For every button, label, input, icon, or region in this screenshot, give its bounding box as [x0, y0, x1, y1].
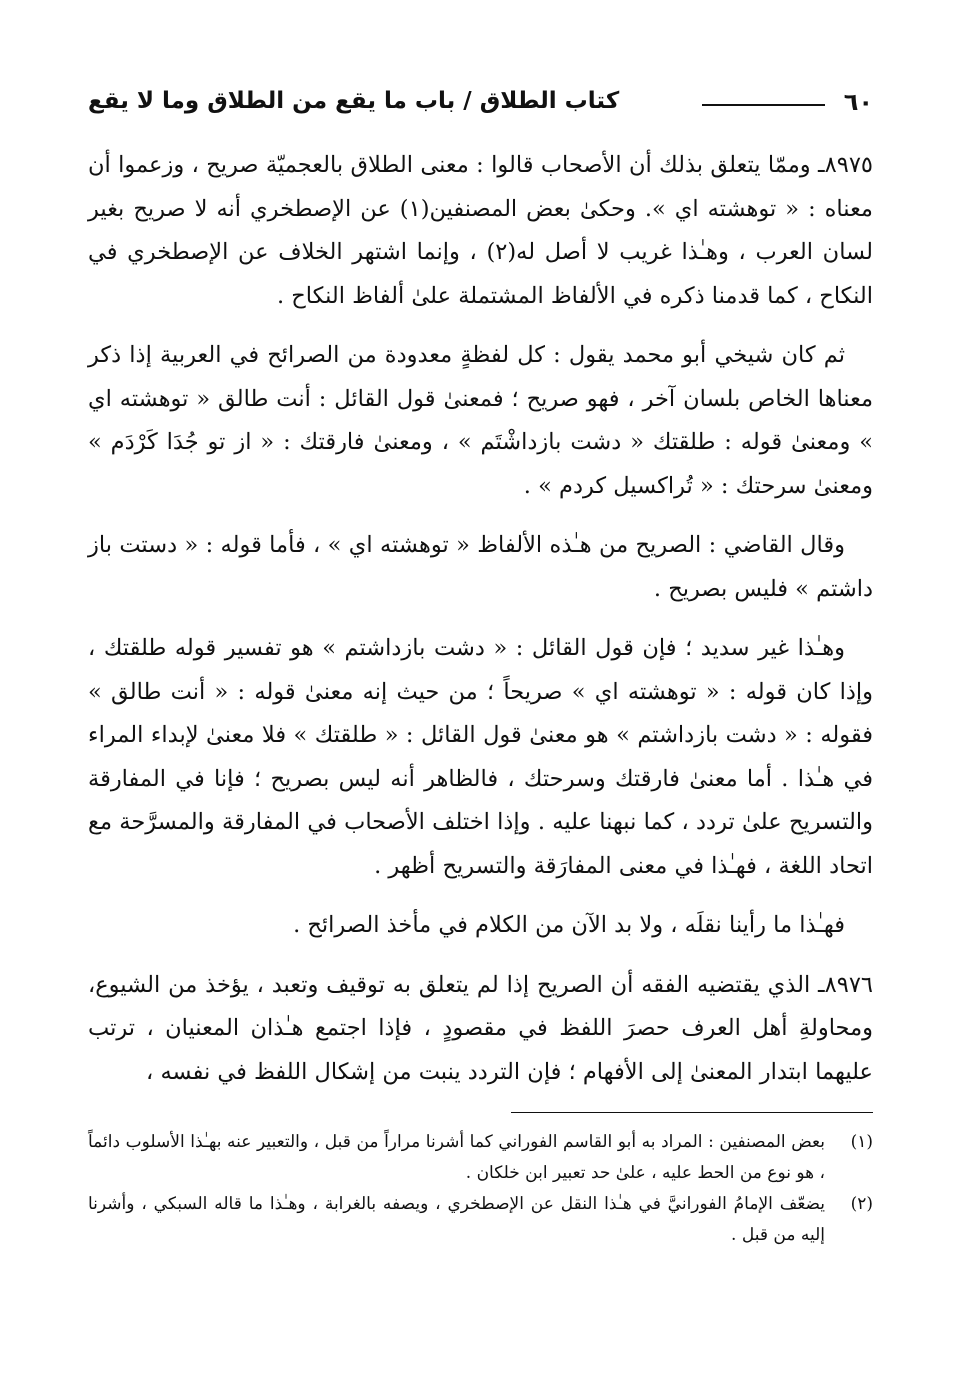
page-header [88, 84, 873, 124]
footnote-rule [511, 1112, 873, 1113]
footnote-number: (٢) [850, 1194, 873, 1214]
header-rule [702, 104, 825, 106]
footnote-text: بعض المصنفين : المراد به أبو القاسم الفوراني كما أشرنا مراراً من قبل ، والتعبير عنه بهـٰذا الأسلوب دائماً ، هو نوع من الحط عليه ، علىٰ حد تعبير ابن خلكان . [88, 1132, 825, 1183]
footnote-2 [88, 1189, 873, 1251]
book-page [88, 84, 873, 1251]
page-number: ٦٠ [843, 88, 873, 116]
paragraph-8976: ٨٩٧٦ـ الذي يقتضيه الفقه أن الصريح إذا لم يتعلق به توقيف وتعبد ، يؤخذ من الشيوع، ومحاولةِ أهل العرف حصرَ اللفظ في مقصودٍ ، فإذا اجتمع هـٰذان المعنيان ، ترتب عليهما ابتدار المعنىٰ إلى الأفهام ؛ فإن التردد ينبت من إشكال اللفظ في نفسه ، [88, 971, 873, 1085]
paragraph-8975: ٨٩٧٥ـ وممّا يتعلق بذلك أن الأصحاب قالوا : معنى الطلاق بالعجميّة صريح ، وزعموا أن معناه : « توهشته اي ». وحكىٰ بعض المصنفين(١) عن الإصطخري أنه لا صريح بغير لسان العرب ، وهـٰذا غريب لا أصل له(٢) ، وإنما اشتهر الخلاف عن الإصطخري في النكاح ، كما قدمنا ذكره في الألفاظ المشتملة علىٰ ألفاظ النكاح . [88, 152, 873, 309]
footnote-text: يضعّف الإمامُ الفورانيَّ في هـٰذا النقل عن الإصطخري ، ويصفه بالغرابة ، وهـٰذا ما قاله السبكي ، وأشرنا إليه من قبل . [88, 1194, 825, 1245]
footnotes [88, 1127, 873, 1251]
main-text [88, 144, 873, 1094]
paragraph: فهـٰذا ما رأينا نقلَه ، ولا بد الآن من الكلام في مأخذ الصرائح . [293, 912, 845, 938]
paragraph: ثم كان شيخي أبو محمد يقول : كل لفظةٍ معدودة من الصرائح في العربية إذا ذكر معناها الخاص بلسان آخر ، فهو صريح ؛ فمعنىٰ قول القائل : أنت طالق « توهشته اي » ومعنىٰ قوله : طلقتك « دشت بازداشْتَم » ، ومعنىٰ فارقتك : « از تو جُدَا كَرْدَم » ومعنىٰ سرحتك : « تُراكسيل كردم » . [88, 342, 873, 499]
paragraph: وقال القاضي : الصريح من هـٰذه الألفاظ « توهشته اي » ، فأما قوله : « دستت باز داشتم » فليس بصريح . [88, 532, 873, 602]
paragraph: وهـٰذا غير سديد ؛ فإن قول القائل : « دشت بازداشتم » هو تفسير قوله طلقتك ، وإذا كان قوله : « توهشته اي » صريحاً ؛ من حيث إنه معنىٰ قوله : « أنت طالق » فقوله : « دشت بازداشتم » هو معنىٰ قول القائل : « طلقتك » فلا معنىٰ لإبداء المراء في هـٰذا . أما معنىٰ فارقتك وسرحتك ، فالظاهر أنه ليس بصريح ؛ فإنا في المفارقة والتسريح علىٰ تردد ، كما نبهنا عليه . وإذا اختلف الأصحاب في المفارقة والمسرَّحة مع اتحاد اللغة ، فهـٰذا في معنى المفارَقة والتسريح أظهر . [88, 635, 873, 879]
footnote-1 [88, 1127, 873, 1189]
footnote-number: (١) [850, 1132, 873, 1152]
running-title: كتاب الطلاق / باب ما يقع من الطلاق وما لا يقع [88, 88, 620, 114]
